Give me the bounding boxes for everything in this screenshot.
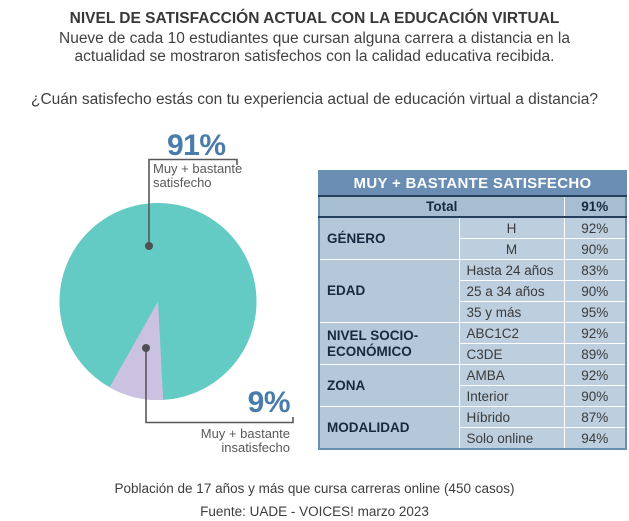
table-total-value: 91% (564, 196, 626, 217)
table-subcategory: H (459, 217, 564, 239)
table-subcategory: 25 a 34 años (459, 281, 564, 302)
table-subcategory: AMBA (459, 365, 564, 386)
page-title: NIVEL DE SATISFACCIÓN ACTUAL CON LA EDUCACIÓN VIRTUAL (69, 10, 560, 27)
table-subcategory: Hasta 24 años (459, 260, 564, 281)
table-value: 89% (564, 344, 626, 365)
source-note: Fuente: UADE - VOICES! marzo 2023 (200, 504, 429, 519)
table-subcategory: Híbrido (459, 407, 564, 428)
population-note: Población de 17 años y más que cursa carreras online (450 casos) (114, 481, 515, 496)
table-subcategory: C3DE (459, 344, 564, 365)
table-row (319, 323, 626, 344)
table-value: 90% (564, 386, 626, 407)
table-value: 95% (564, 302, 626, 323)
page-subtitle: Nueve de cada 10 estudiantes que cursan alguna carrera a distancia en la actualidad se mostraron satisfechos con la calidad educativa recibida. (59, 30, 570, 66)
table-subcategory: ABC1C2 (459, 323, 564, 344)
table-total-label: Total (319, 196, 564, 217)
unsatisfied-leader-dot (142, 344, 150, 352)
table-subcategory: 35 y más (459, 302, 564, 323)
unsatisfied-label: Muy + bastante insatisfecho (200, 426, 290, 455)
table-subcategory: Solo online (459, 428, 564, 450)
satisfied-leader-dot (145, 242, 153, 250)
satisfaction-table (318, 170, 627, 450)
satisfied-label: Muy + bastante satisfecho (153, 161, 243, 190)
table-row (319, 260, 626, 281)
table-category: ZONA (319, 365, 459, 407)
table-value: 94% (564, 428, 626, 450)
table-title: MUY + BASTANTE SATISFECHO (319, 171, 626, 196)
table-category: EDAD (319, 260, 459, 323)
table-value: 92% (564, 217, 626, 239)
table-value: 83% (564, 260, 626, 281)
table-category: GÉNERO (319, 217, 459, 260)
survey-question: ¿Cuán satisfecho estás con tu experiencia actual de educación virtual a distancia? (31, 91, 598, 108)
table-value: 87% (564, 407, 626, 428)
table-row (319, 365, 626, 386)
table-row (319, 407, 626, 428)
table-value: 90% (564, 239, 626, 260)
table-subcategory: M (459, 239, 564, 260)
table-value: 90% (564, 281, 626, 302)
table-subcategory: Interior (459, 386, 564, 407)
pie-slices (60, 203, 257, 400)
table-category: NIVEL SOCIO-ECONÓMICO (319, 323, 459, 365)
table-row (319, 217, 626, 239)
table-value: 92% (564, 365, 626, 386)
table-category: MODALIDAD (319, 407, 459, 450)
satisfied-percentage: 91% (167, 129, 226, 162)
table-value: 92% (564, 323, 626, 344)
unsatisfied-percentage: 9% (247, 386, 290, 419)
